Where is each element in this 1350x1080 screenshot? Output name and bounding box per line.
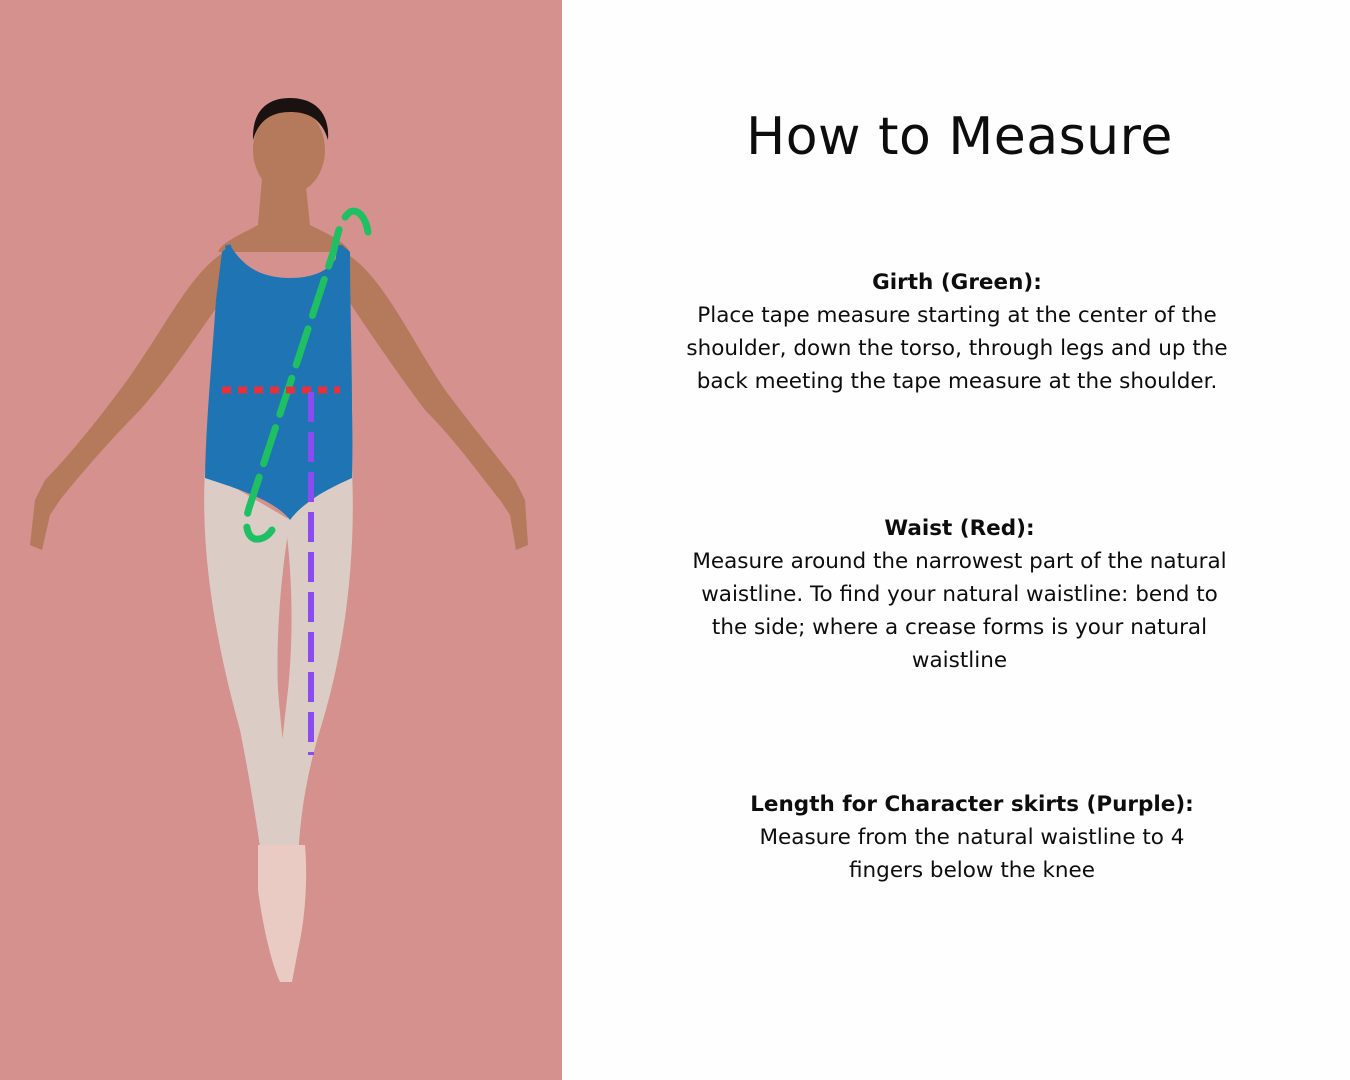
photo-panel [0,0,562,1080]
dancer-illustration [0,0,562,1080]
length-section [722,788,1222,887]
waist-instructions: Measure around the narrowest part of the natural waistline. To find your natural waistline: bend to the side; where a crease forms is your natural waistline [692,549,1227,673]
length-heading: Length for Character skirts (Purple): [750,792,1194,817]
girth-section [672,266,1242,398]
waist-heading: Waist (Red): [884,516,1035,541]
strap-right [338,245,340,270]
length-instructions: Measure from the natural waistline to 4 fingers below the knee [759,825,1185,883]
girth-heading: Girth (Green): [872,270,1042,295]
leotard [205,245,352,520]
page-title: How to Measure [746,107,1173,167]
girth-instructions: Place tape measure starting at the center of the shoulder, down the torso, through legs and up the back meeting the tape measure at the shoulder. [686,303,1228,394]
waist-section [682,512,1237,677]
strap-left [228,245,232,270]
instructions-panel [562,0,1350,1080]
